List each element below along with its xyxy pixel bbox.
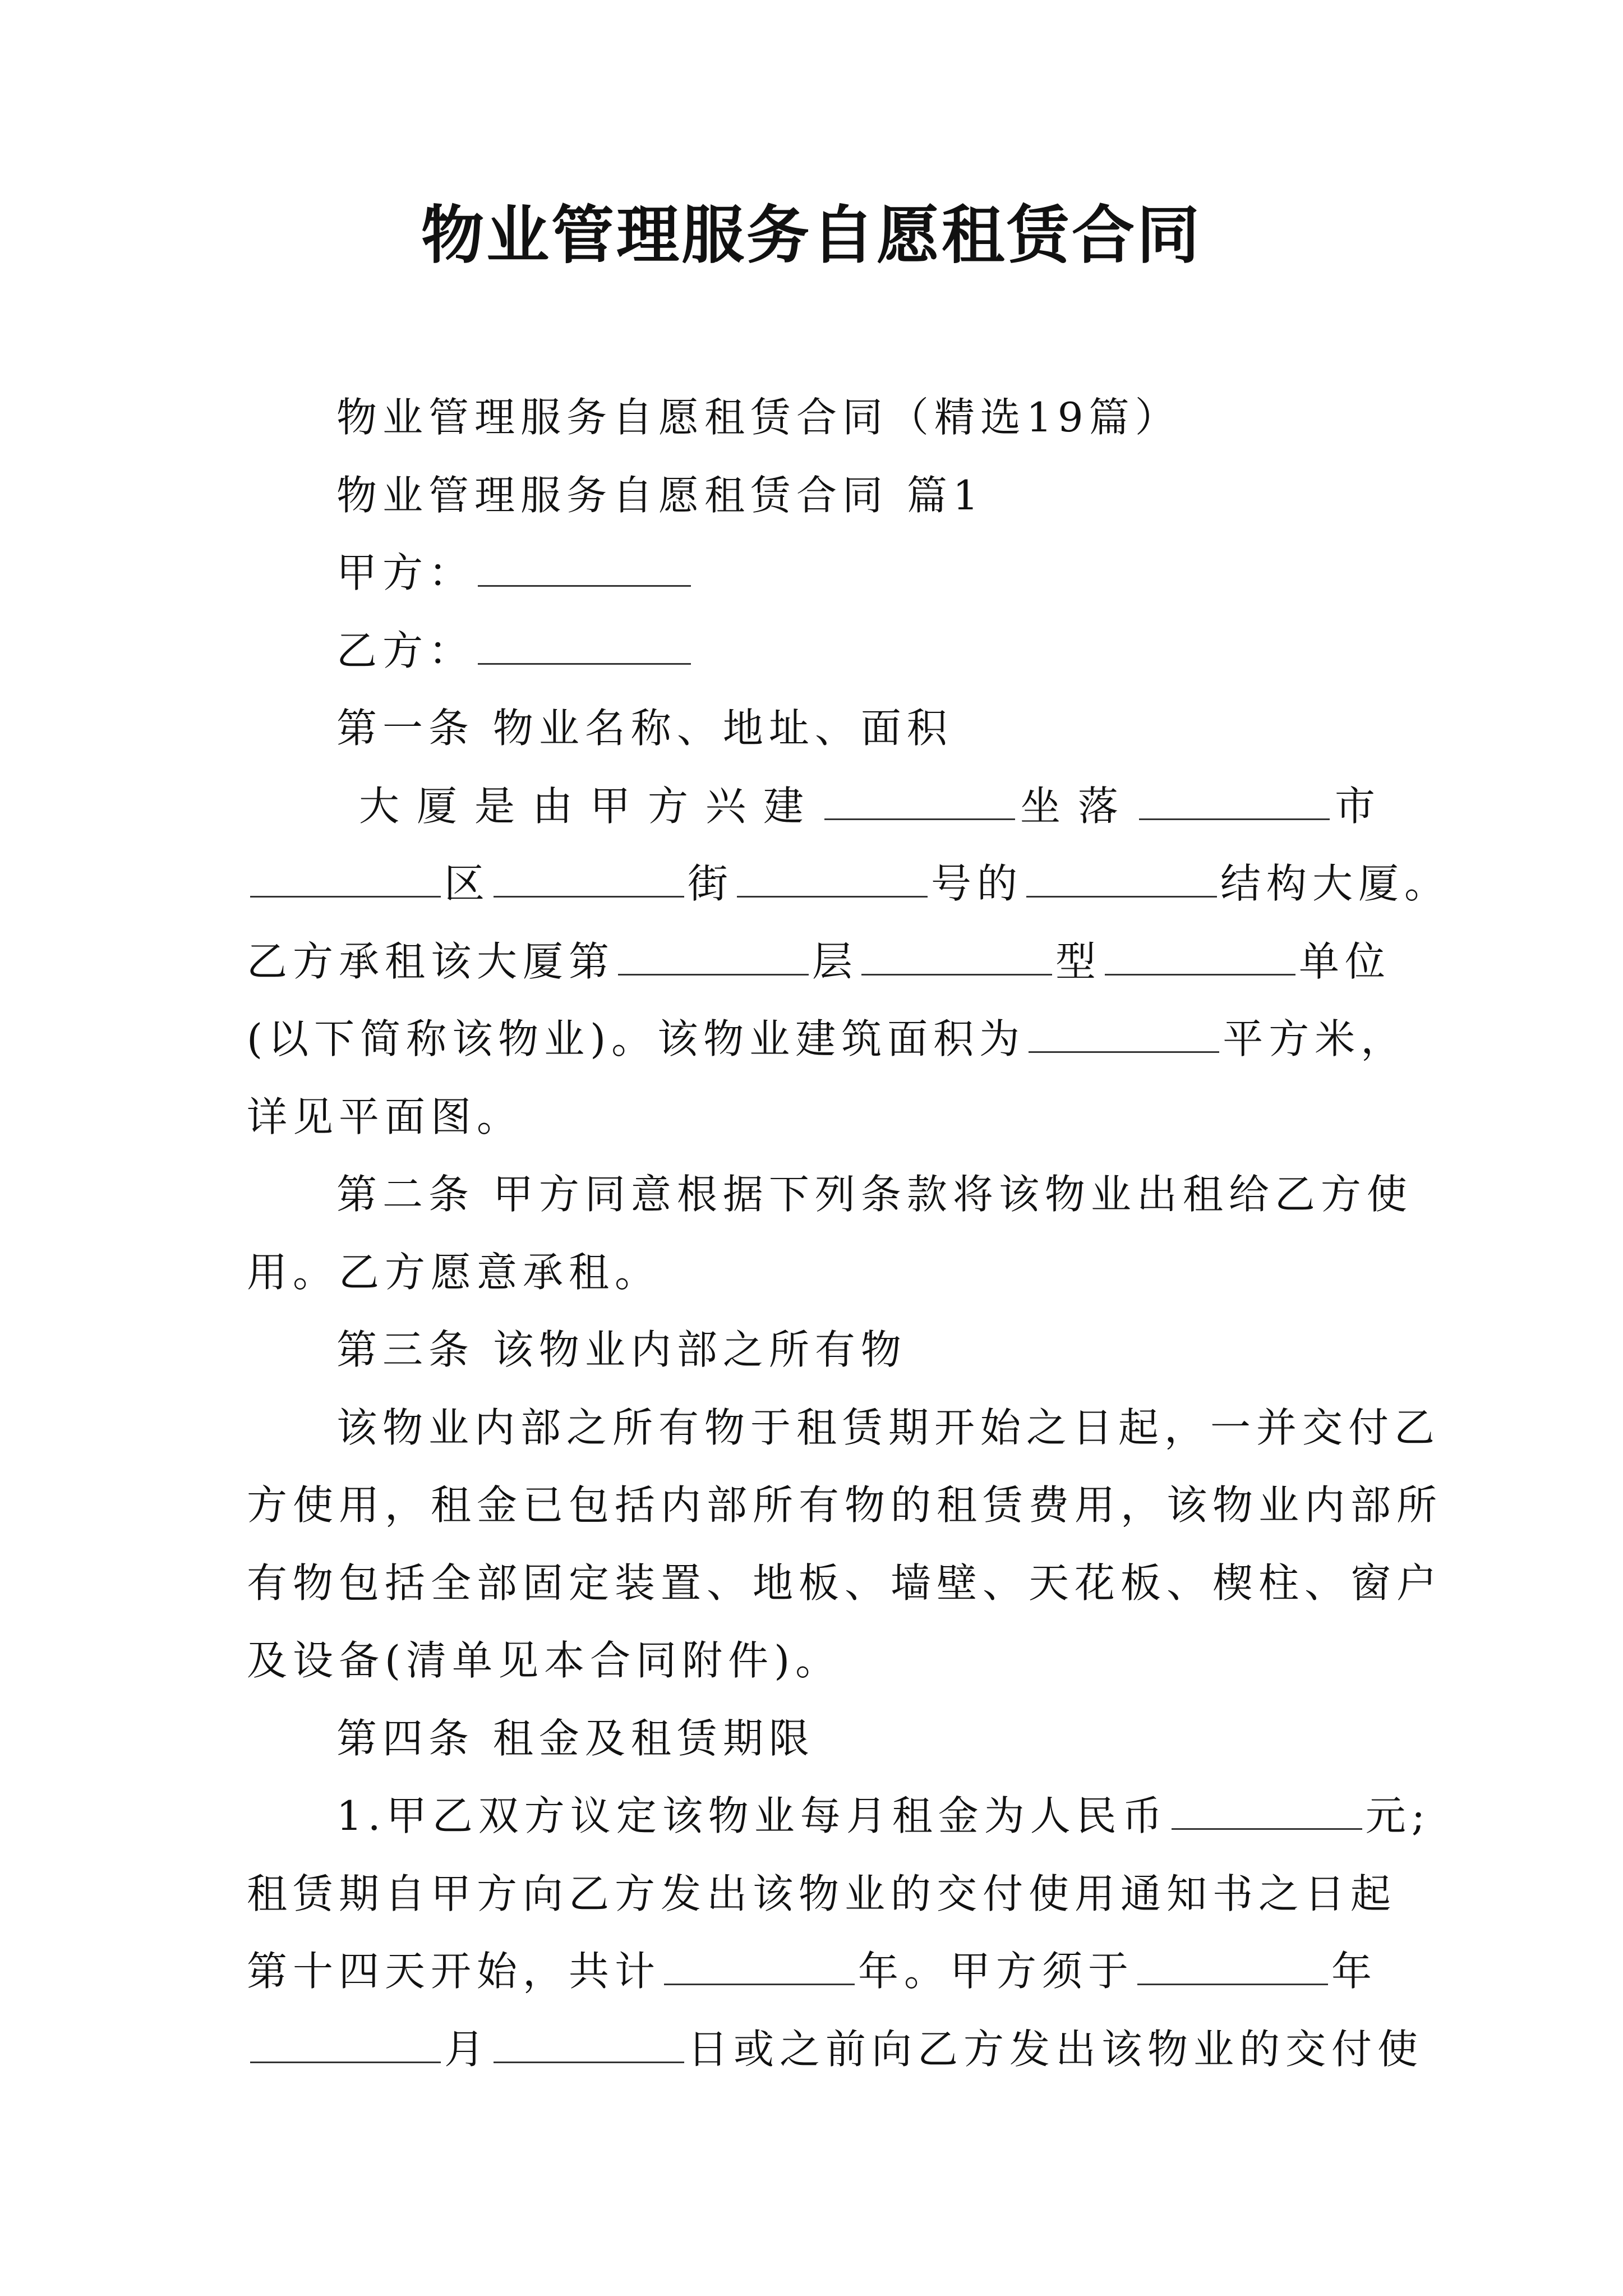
article-1-line-1 xyxy=(247,767,1391,845)
text-segment: 大厦是由甲方兴建 xyxy=(359,782,821,830)
party-b-line xyxy=(247,612,1391,690)
blank-field xyxy=(618,939,809,976)
text-segment: 市 xyxy=(1332,782,1391,830)
blank-field xyxy=(250,861,441,898)
party-b-label: 乙方： xyxy=(336,627,475,674)
article-2-line-1: 第二条 甲方同意根据下列条款将该物业出租给乙方使 xyxy=(336,1171,1413,1218)
article-3-line-2: 方使用，租金已包括内部所有物的租赁费用，该物业内部所 xyxy=(247,1481,1443,1529)
article-3-line-1: 该物业内部之所有物于租赁期开始之日起，一并交付乙 xyxy=(336,1404,1441,1451)
article-1-heading: 第一条 物业名称、地址、面积 xyxy=(336,705,953,752)
text-segment: 单位 xyxy=(1299,937,1391,985)
text-segment: 区 xyxy=(444,860,491,907)
text-segment: (以下简称该物业)。该物业建筑面积为 xyxy=(247,1015,1026,1062)
text-segment: 街 xyxy=(688,860,734,907)
party-a-blank xyxy=(478,550,691,587)
blank-field xyxy=(737,861,928,898)
blank-field xyxy=(1172,1793,1362,1830)
text-segment: 年 xyxy=(1331,1948,1378,1995)
text-segment: 年。甲方须于 xyxy=(858,1948,1135,1995)
document-title: 物业管理服务自愿租赁合同 xyxy=(421,199,1202,272)
text-segment: 号的 xyxy=(931,860,1023,907)
article-1-line-4 xyxy=(247,1000,1407,1078)
text-segment: 型 xyxy=(1055,937,1102,985)
article-1-line-5: 详见平面图。 xyxy=(247,1093,523,1140)
blank-field xyxy=(494,861,684,898)
party-a-line xyxy=(247,534,1391,612)
text-segment: 层 xyxy=(812,937,859,985)
blank-field xyxy=(1029,1016,1219,1053)
article-2-line-2: 用。乙方愿意承租。 xyxy=(247,1248,661,1296)
text-segment: 平方米， xyxy=(1223,1015,1407,1062)
text-segment: 结构大厦。 xyxy=(1220,860,1451,907)
article-3-line-3: 有物包括全部固定装置、地板、墙壁、天花板、楔柱、窗户 xyxy=(247,1559,1443,1607)
text-segment: 月 xyxy=(444,2025,491,2073)
article-4-line-2: 租赁期自甲方向乙方发出该物业的交付使用通知书之日起 xyxy=(247,1870,1397,1917)
article-4-heading: 第四条 租金及租赁期限 xyxy=(336,1714,815,1762)
text-segment: 1.甲乙双方议定该物业每月租金为人民币 xyxy=(336,1792,1168,1839)
article-4-line-4 xyxy=(247,2010,1424,2088)
party-a-label: 甲方： xyxy=(336,549,475,596)
blank-field xyxy=(250,2027,441,2063)
article-1-line-2 xyxy=(247,845,1451,923)
article-3-heading: 第三条 该物业内部之所有物 xyxy=(336,1326,907,1373)
subtitle: 物业管理服务自愿租赁合同（精选19篇） xyxy=(336,394,1181,441)
text-segment: 第十四天开始，共计 xyxy=(247,1948,661,1995)
blank-field xyxy=(1139,784,1330,820)
blank-field xyxy=(824,784,1015,820)
blank-field xyxy=(1026,861,1217,898)
article-4-line-3 xyxy=(247,1932,1391,2010)
article-3-line-4: 及设备(清单见本合同附件)。 xyxy=(247,1637,842,1684)
document-body xyxy=(247,379,1451,2088)
text-segment: 元; xyxy=(1365,1792,1431,1839)
article-1-line-3 xyxy=(247,923,1391,1001)
blank-field xyxy=(664,1949,855,1985)
section-heading: 物业管理服务自愿租赁合同 篇1 xyxy=(336,471,984,519)
blank-field xyxy=(494,2027,684,2063)
text-segment: 乙方承租该大厦第 xyxy=(247,937,615,985)
blank-field xyxy=(1137,1949,1328,1985)
blank-field xyxy=(861,939,1052,976)
article-4-line-1 xyxy=(247,1777,1431,1855)
blank-field xyxy=(1105,939,1295,976)
party-b-blank xyxy=(478,628,691,665)
text-segment: 日或之前向乙方发出该物业的交付使 xyxy=(688,2025,1424,2073)
text-segment: 坐落 xyxy=(1018,782,1136,830)
